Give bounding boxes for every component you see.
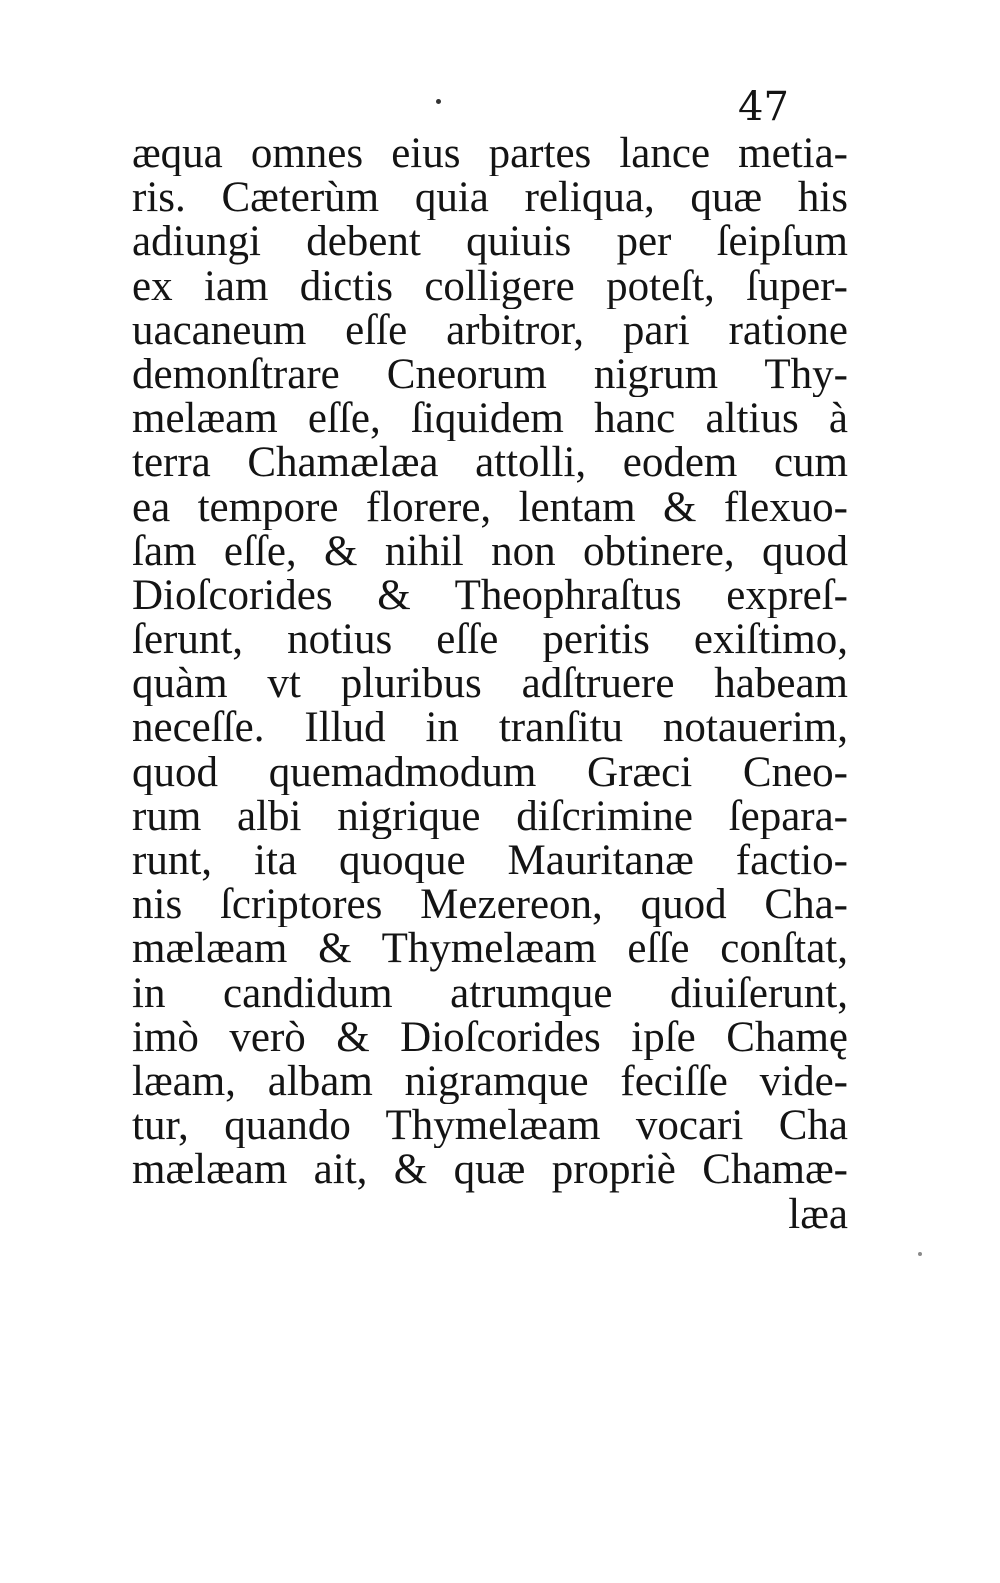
text-line: quàm vt pluribus adſtruere habeam xyxy=(132,662,848,707)
text-line: imò verò & Dioſcorides ipſe Chamę xyxy=(132,1015,848,1060)
ink-speck xyxy=(918,1252,922,1256)
text-line: ea tempore florere, lentam & flexuo- xyxy=(132,485,848,530)
text-line: ris. Cæterùm quia reliqua, quæ his xyxy=(132,176,848,221)
text-line: adiungi debent quiuis per ſeipſum xyxy=(132,220,848,265)
text-line: Dioſcorides & Theophraſtus expreſ- xyxy=(132,573,848,619)
text-line: læam, albam nigramque feciſſe vide- xyxy=(132,1059,848,1105)
text-line: ſerunt, notius eſſe peritis exiſtimo, xyxy=(132,618,848,663)
text-line: demonſtrare Cneorum nigrum Thy- xyxy=(132,352,848,398)
text-line: terra Chamælæa attolli, eodem cum xyxy=(132,441,848,486)
text-line: mælæam ait, & quæ propriè Chamæ- xyxy=(132,1148,848,1193)
text-line: ſam eſſe, & nihil non obtinere, quod xyxy=(132,529,848,574)
text-line: neceſſe. Illud in tranſitu notauerim, xyxy=(132,706,848,751)
body-text xyxy=(132,132,848,1237)
text-line: ex iam dictis colligere poteſt, ſuper- xyxy=(132,264,848,309)
text-line: tur, quando Thymelæam vocari Cha xyxy=(132,1104,848,1149)
page-number: 47 xyxy=(738,84,789,130)
text-line: melæam eſſe, ſiquidem hanc altius à xyxy=(132,397,848,442)
text-line: in candidum atrumque diuiſerunt, xyxy=(132,971,848,1016)
ink-speck xyxy=(436,99,441,104)
text-line: mælæam & Thymelæam eſſe conſtat, xyxy=(132,927,848,972)
catchword: læa xyxy=(788,1192,848,1237)
text-line: uacaneum eſſe arbitror, pari ratione xyxy=(132,308,848,353)
text-line: quod quemadmodum Græci Cneo- xyxy=(132,750,848,795)
text-line: nis ſcriptores Mezereon, quod Cha- xyxy=(132,883,848,928)
text-line: runt, ita quoque Mauritanæ factio- xyxy=(132,839,848,884)
text-line: rum albi nigrique diſcrimine ſepara- xyxy=(132,794,848,839)
text-line: æqua omnes eius partes lance metia- xyxy=(132,132,848,177)
